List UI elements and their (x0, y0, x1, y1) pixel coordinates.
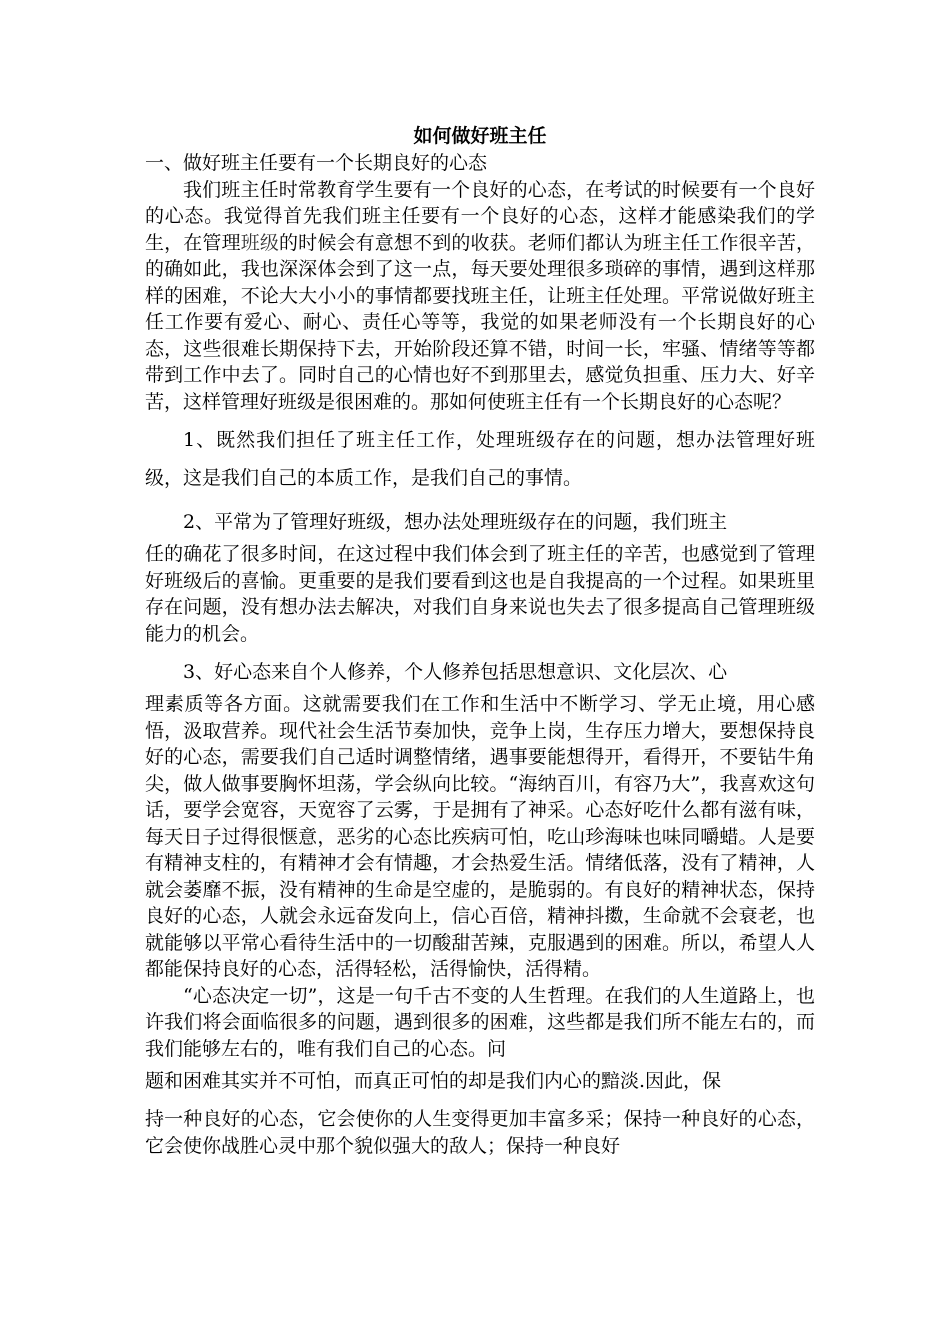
paragraph-intro-text-a: 我们班主任时常教育学生要有一个良好的心态，在考试的时候要有一个良好的心态。我觉得首先我们班主任要有一个良好的心态，这样才能感染我们的学生，在管理 (145, 178, 815, 254)
paragraph-conclusion-1: “心态决定一切”，这是一句千古不变的人生哲理。在我们的人生道路上，也许我们将会面临很多的问题，遇到很多的困难，这些都是我们所不能左右的，而我们能够左右的，唯有我们自己的心态。问 (145, 984, 815, 1060)
paragraph-point-3-body: 理素质等各方面。这就需要我们在工作和生活中不断学习、学无止境，用心感悟，汲取营养。现代社会生活节奏加快，竞争上岗，生存压力增大，要想保持良好的心态，需要我们自己适时调整情绪，遇事要能想得开，看得开，不要钻牛角尖，做人做事要胸怀坦荡，学会纵向比较。“海纳百川，有容乃大”，我喜欢这句话，要学会宽容，天宽容了云雾，于是拥有了神采。心态好吃什么都有滋有味，每天日子过得很惬意，恶劣的心态比疾病可怕，吃山珍海味也味同嚼蜡。人是要有精神支柱的，有精神才会有情趣，才会热爱生活。情绪低落，没有了精神，人就会萎靡不振，没有精神的生命是空虚的，是脆弱的。有良好的精神状态，保持良好的心态，人就会永远奋发向上，信心百倍，精神抖擞，生命就不会衰老，也就能够以平常心看待生活中的一切酸甜苦辣，克服遇到的困难。所以，希望人人都能保持良好的心态，活得轻松，活得愉快，活得精。 (145, 693, 815, 980)
paragraph-point-2-body: 任的确花了很多时间，在这过程中我们体会到了班主任的辛苦，也感觉到了管理好班级后的喜愉。更重要的是我们要看到这也是自我提高的一个过程。如果班里存在问题，没有想办法去解决，对我们自身来说也失去了很多提高自己管理班级能力的机会。 (145, 543, 815, 645)
paragraph-intro (145, 177, 815, 416)
paragraph-point-2-lead: 2、平常为了管理好班级，想办法处理班级存在的问题，我们班主 (183, 511, 728, 533)
paragraph-intro-text-b: 的时候会有意想不到的收获。老师们都认为班主任工作很辛苦，的确如此，我也深深体会到了这一点，每天要处理很多琐碎的事情，遇到这样那样的困难，不论大大小小的事情都要找班主任，让班主任处理。平常说做好班主任工作要有爱心、耐心、责任心等等，我觉的如果老师没有一个长期良好的心态，这些很难长期保持下去，开始阶段还算不错，时间一长，牢骚、情绪等等都带到工作中去了。同时自己的心情也好不到那里去，感觉负担重、压力大、好辛苦，这样管理好班级是很困难的。那如何使班主任有一个长期良好的心态呢？ (145, 231, 815, 413)
class-link[interactable]: 班级 (240, 231, 280, 254)
section-heading: 一、做好班主任要有一个长期良好的心态 (145, 152, 488, 174)
document-title: 如何做好班主任 (413, 125, 547, 147)
document-body (145, 122, 815, 1159)
paragraph-point-1: 1、既然我们担任了班主任工作，处理班级存在的问题，想办法管理好班级，这是我们自己的本质工作，是我们自己的事情。 (145, 429, 815, 489)
paragraph-conclusion-2: 题和困难其实并不可怕，而真正可怕的却是我们内心的黯淡.因此，保 (145, 1070, 722, 1092)
paragraph-conclusion-3: 持一种良好的心态，它会使你的人生变得更加丰富多采；保持一种良好的心态，它会使你战胜心灵中那个貌似强大的敌人；保持一种良好 (145, 1108, 815, 1157)
paragraph-point-3-lead: 3、好心态来自个人修养，个人修养包括思想意识、文化层次、心 (183, 661, 728, 683)
